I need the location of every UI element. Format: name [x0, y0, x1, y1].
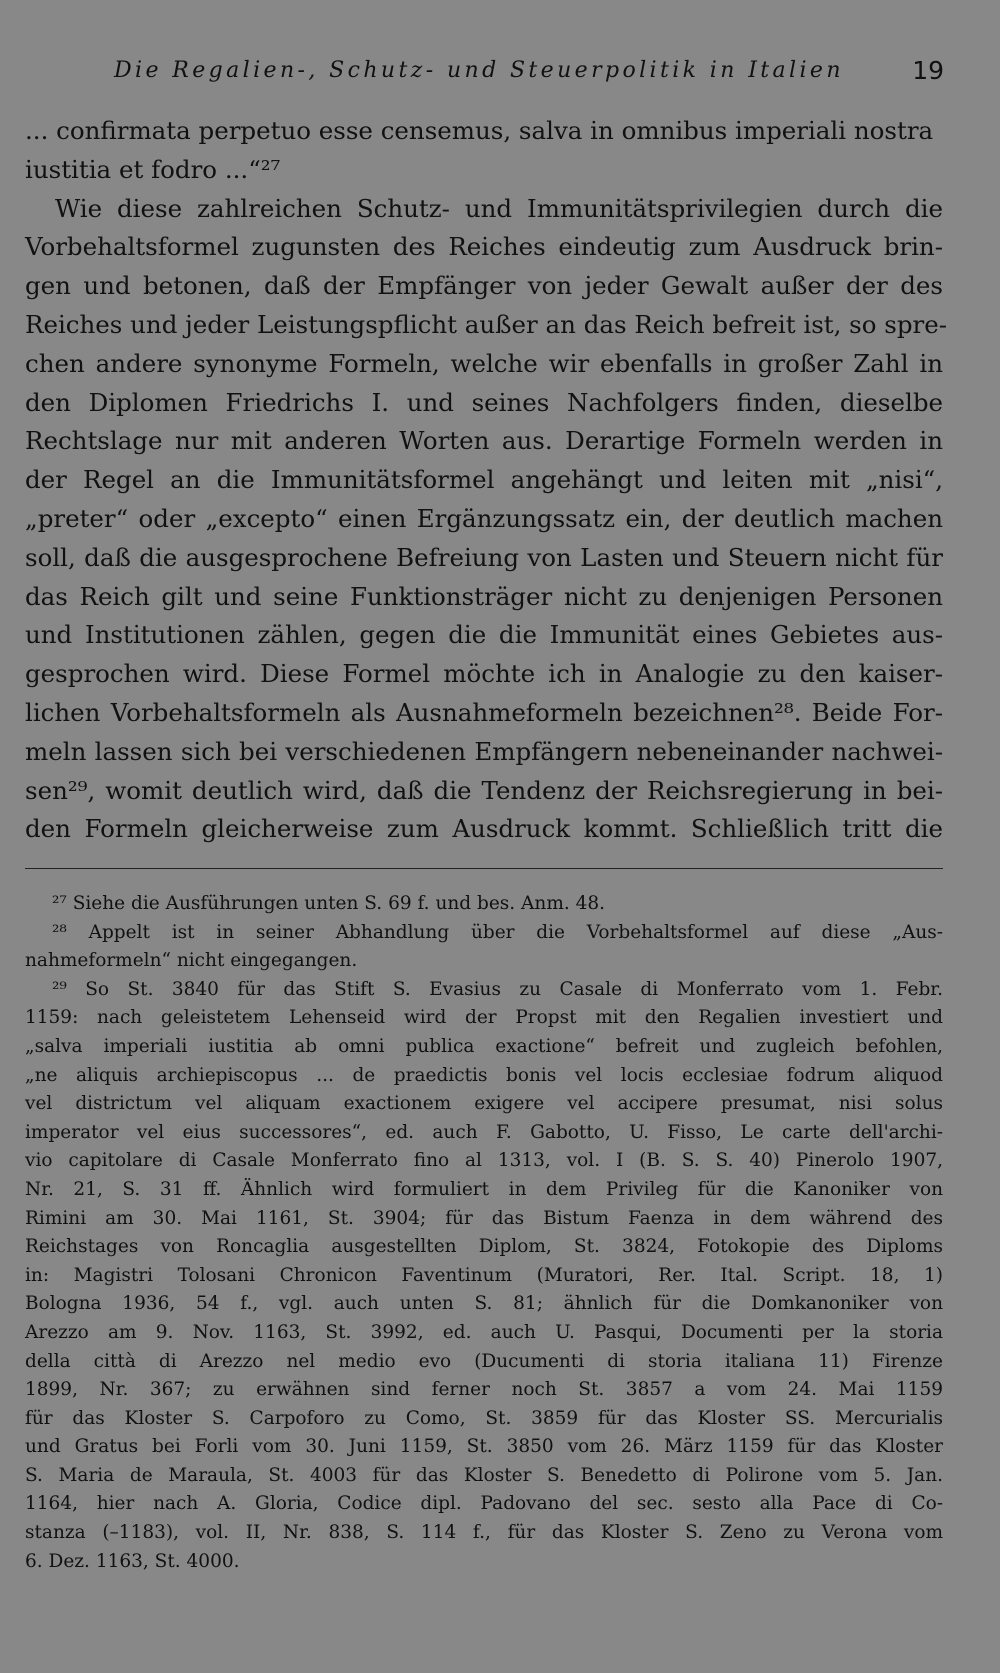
text-line: Rechtslage nur mit anderen Worten aus. Derartige Formeln werden in	[25, 426, 943, 456]
footnote-line: „ne aliquis archiepiscopus ... de praedictis bonis vel locis ecclesiae fodrum aliquod	[25, 1064, 943, 1086]
text-line: gen und betonen, daß der Empfänger von jeder Gewalt außer der des	[25, 271, 943, 301]
footnote-line: Bologna 1936, 54 f., vgl. auch unten S. 81; ähnlich für die Domkanoniker von	[25, 1293, 943, 1315]
footnote-line: della città di Arezzo nel medio evo (Ducumenti di storia italiana 11) Firenze	[25, 1350, 943, 1372]
text-line: das Reich gilt und seine Funktionsträger nicht zu denjenigen Personen	[25, 581, 943, 611]
page-number: 19	[912, 56, 944, 85]
footnote-line: Arezzo am 9. Nov. 1163, St. 3992, ed. auch U. Pasqui, Documenti per la storia	[25, 1321, 943, 1343]
footnote-line: S. Maria de Maraula, St. 4003 für das Kloster S. Benedetto di Polirone vom 5. Jan.	[25, 1464, 943, 1486]
text-line: Wie diese zahlreichen Schutz- und Immunitätsprivilegien durch die	[55, 193, 943, 223]
footnote-line: für das Kloster S. Carpoforo zu Como, St. 3859 für das Kloster SS. Mercurialis	[25, 1407, 943, 1429]
footnote-line: 1164, hier nach A. Gloria, Codice dipl. Padovano del sec. sesto alla Pace di Co-	[25, 1493, 943, 1515]
text-line: lichen Vorbehaltsformeln als Ausnahmeformeln bezeichnen²⁸. Beide For-	[25, 697, 943, 727]
text-line: der Regel an die Immunitätsformel angehängt und leiten mit „nisi“,	[25, 465, 943, 495]
footnote-line: ²⁸ Appelt ist in seiner Abhandlung über die Vorbehaltsformel auf diese „Aus-	[52, 921, 943, 943]
text-line: Vorbehaltsformel zugunsten des Reiches eindeutig zum Ausdruck brin-	[25, 232, 943, 262]
footnote-line: in: Magistri Tolosani Chronicon Faventinum (Muratori, Rer. Ital. Script. 18, 1)	[25, 1264, 943, 1286]
footnote-line: vel districtum vel aliquam exactionem exigere vel accipere presumat, nisi solus	[25, 1093, 943, 1115]
text-line: „preter“ oder „excepto“ einen Ergänzungssatz ein, der deutlich machen	[25, 503, 943, 533]
footnote-line: Rimini am 30. Mai 1161, St. 3904; für das Bistum Faenza in dem während des	[25, 1207, 943, 1229]
footnote-line: nahmeformeln“ nicht eingegangen.	[25, 950, 358, 972]
text-line: den Diplomen Friedrichs I. und seines Nachfolgers finden, dieselbe	[25, 387, 943, 417]
text-line: sen²⁹, womit deutlich wird, daß die Tendenz der Reichsregierung in bei-	[25, 775, 943, 805]
footnote-separator	[25, 868, 943, 869]
footnote-line: und Gratus bei Forli vom 30. Juni 1159, St. 3850 vom 26. März 1159 für das Kloster	[25, 1436, 943, 1458]
footnote-line: 6. Dez. 1163, St. 4000.	[25, 1550, 240, 1572]
footnote-line: Reichstages von Roncaglia ausgestellten Diplom, St. 3824, Fotokopie des Diploms	[25, 1236, 943, 1258]
running-header	[114, 54, 944, 94]
footnote-line: ²⁷ Siehe die Ausführungen unten S. 69 f. und bes. Anm. 48.	[52, 893, 606, 914]
text-line: und Institutionen zählen, gegen die die Immunität eines Gebietes aus-	[25, 620, 943, 650]
text-line: soll, daß die ausgesprochene Befreiung von Lasten und Steuern nicht für	[25, 542, 943, 572]
text-line: ... confirmata perpetuo esse censemus, salva in omnibus imperiali nostra	[25, 116, 934, 145]
main-text	[25, 112, 948, 849]
footnote-line: stanza (–1183), vol. II, Nr. 838, S. 114 f., für das Kloster S. Zeno zu Verona vom	[25, 1522, 943, 1544]
footnotes	[25, 890, 943, 1576]
footnote-line: 1159: nach geleistetem Lehenseid wird der Propst mit den Regalien investiert und	[25, 1007, 943, 1029]
footnote-line: vio capitolare di Casale Monferrato fino al 1313, vol. I (B. S. S. 40) Pinerolo 1907,	[25, 1150, 943, 1172]
footnote-line: ²⁹ So St. 3840 für das Stift S. Evasius zu Casale di Monferrato vom 1. Febr.	[52, 978, 943, 1000]
text-line: Reiches und jeder Leistungspflicht außer an das Reich befreit ist, so spre-	[25, 309, 948, 339]
text-line: chen andere synonyme Formeln, welche wir ebenfalls in großer Zahl in	[25, 348, 943, 378]
text-line: meln lassen sich bei verschiedenen Empfängern nebeneinander nachwei-	[25, 736, 943, 766]
footnote-line: „salva imperiali iustitia ab omni publica exactione“ befreit und zugleich befohlen,	[25, 1035, 943, 1057]
footnote-line: imperator vel eius successores“, ed. auch F. Gabotto, U. Fisso, Le carte dell'archi-	[25, 1121, 943, 1143]
text-line: gesprochen wird. Diese Formel möchte ich in Analogie zu den kaiser-	[25, 659, 943, 689]
running-title: Die Regalien-, Schutz- und Steuerpolitik in Italien	[114, 58, 844, 83]
footnote-line: Nr. 21, S. 31 ff. Ähnlich wird formuliert in dem Privileg für die Kanoniker von	[25, 1178, 943, 1200]
text-line: den Formeln gleicherweise zum Ausdruck kommt. Schließlich tritt die	[25, 814, 943, 844]
footnote-line: 1899, Nr. 367; zu erwähnen sind ferner noch St. 3857 a vom 24. Mai 1159	[25, 1379, 943, 1401]
text-line: iustitia et fodro ...“²⁷	[25, 154, 281, 184]
